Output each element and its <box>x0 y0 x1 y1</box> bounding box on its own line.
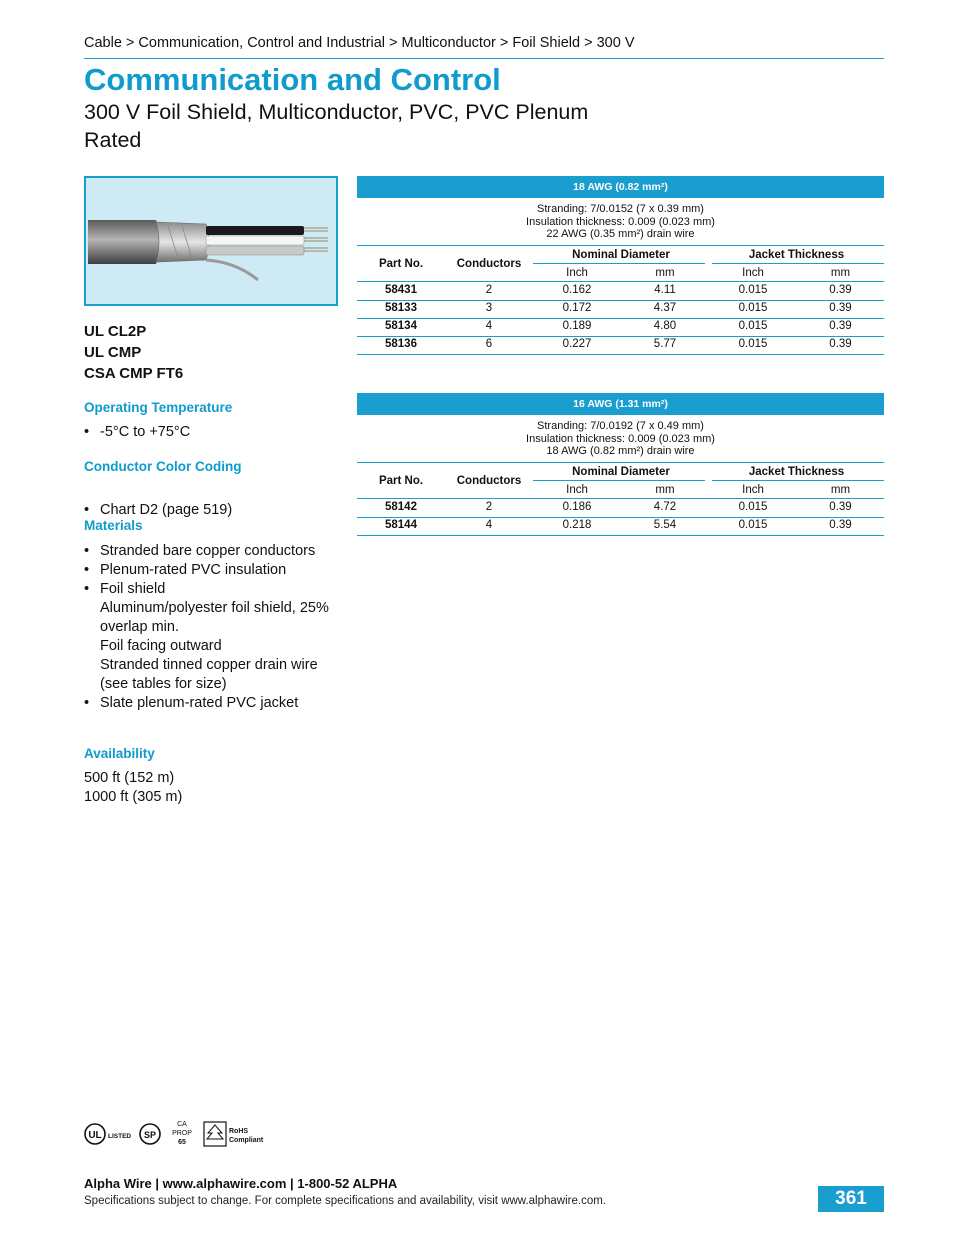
table-title: 18 AWG (0.82 mm²) <box>357 176 884 198</box>
rohs-line: Compliant <box>229 1137 264 1144</box>
prop65-line: CA <box>177 1121 187 1128</box>
table-cell: 0.015 <box>738 501 768 513</box>
availability-list <box>84 769 182 807</box>
prop65-line: PROP <box>172 1130 192 1137</box>
note-line: 22 AWG (0.35 mm²) drain wire <box>546 228 695 240</box>
cert-item: UL CMP <box>84 344 142 361</box>
note-line: 18 AWG (0.82 mm²) drain wire <box>546 445 695 457</box>
col-header-conductors: Conductors <box>456 475 522 487</box>
table-cell: 0.39 <box>829 320 852 332</box>
divider <box>533 263 705 264</box>
spec-table-16awg <box>357 393 884 538</box>
divider <box>357 281 884 282</box>
rohs-logo <box>204 1122 264 1146</box>
table-cell: 0.39 <box>829 501 852 513</box>
divider <box>712 480 884 481</box>
col-header-jacket: Jacket Thickness <box>748 466 845 478</box>
divider <box>533 480 705 481</box>
col-header-mm: mm <box>830 484 851 496</box>
divider <box>712 263 884 264</box>
ul-listed-logo <box>85 1124 131 1144</box>
list-item: • Foil shield <box>84 580 339 599</box>
table-cell: 4 <box>485 519 493 531</box>
row-divider <box>357 336 884 337</box>
table-cell: 4.80 <box>653 320 677 332</box>
prop65-line: 65 <box>178 1139 186 1146</box>
rohs-line: RoHS <box>229 1128 249 1135</box>
table-cell: 0.015 <box>738 519 768 531</box>
table-cell: 0.162 <box>562 284 592 296</box>
col-header-conductors: Conductors <box>456 258 522 270</box>
header-rule <box>84 58 884 59</box>
table-cell: 0.227 <box>562 338 592 350</box>
table-cell: 4.11 <box>654 284 676 296</box>
table-notes <box>357 198 884 243</box>
table-cell-part: 58144 <box>385 519 417 531</box>
product-image <box>84 176 338 306</box>
list-item: • Slate plenum-rated PVC jacket <box>84 694 339 713</box>
table-cell-part: 58142 <box>385 501 417 513</box>
row-divider <box>357 300 884 301</box>
col-header-part: Part No. <box>378 258 424 270</box>
col-header-mm: mm <box>830 267 851 279</box>
col-header-part: Part No. <box>378 475 424 487</box>
divider <box>357 462 884 463</box>
row-divider <box>357 354 884 355</box>
certifications <box>84 321 183 384</box>
cert-item: CSA CMP FT6 <box>84 365 184 382</box>
table-cell: 0.39 <box>829 338 852 350</box>
note-line: Insulation thickness: 0.009 (0.023 mm) <box>526 215 715 228</box>
table-cell: 0.186 <box>562 501 592 513</box>
operating-temperature-heading: Operating Temperature <box>84 400 233 415</box>
table-cell: 4.37 <box>653 302 677 314</box>
row-divider <box>357 517 884 518</box>
certification-logos <box>84 1117 284 1154</box>
col-header-inch: Inch <box>742 267 764 279</box>
page-number: 361 <box>818 1186 884 1212</box>
col-header-diameter: Nominal Diameter <box>572 249 670 261</box>
row-divider <box>357 318 884 319</box>
color-coding-heading: Conductor Color Coding <box>84 459 242 474</box>
spec-table-18awg <box>357 176 884 356</box>
table-cell: 0.015 <box>738 320 768 332</box>
table-cell: 6 <box>485 338 493 350</box>
table-cell: 4.72 <box>653 501 677 513</box>
col-header-inch: Inch <box>566 267 588 279</box>
table-notes <box>357 415 884 460</box>
cable-illustration <box>86 178 336 304</box>
list-item: • Plenum-rated PVC insulation <box>84 561 339 580</box>
table-cell: 5.77 <box>653 338 677 350</box>
list-subitem: Foil facing outward <box>100 638 222 654</box>
list-item: 500 ft (152 m) <box>84 770 175 786</box>
table-cell: 4 <box>485 320 493 332</box>
availability-heading: Availability <box>84 746 155 761</box>
page-title: Communication and Control <box>84 62 501 97</box>
table-cell: 0.015 <box>738 284 768 296</box>
table-cell: 3 <box>485 302 493 314</box>
row-divider <box>357 535 884 536</box>
materials-list <box>84 542 339 713</box>
table-cell: 0.172 <box>562 302 592 314</box>
col-header-diameter: Nominal Diameter <box>572 466 670 478</box>
col-header-mm: mm <box>655 484 675 496</box>
operating-temperature-value: • -5°C to +75°C <box>84 423 954 442</box>
table-title: 16 AWG (1.31 mm²) <box>357 393 884 415</box>
color-coding-value: • Chart D2 (page 519) <box>84 501 954 520</box>
table-cell: 0.015 <box>738 338 768 350</box>
note-line: Insulation thickness: 0.009 (0.023 mm) <box>526 432 715 445</box>
table-cell: 5.54 <box>653 519 677 531</box>
materials-heading: Materials <box>84 518 143 533</box>
col-header-inch: Inch <box>566 484 588 496</box>
table-cell: 0.218 <box>562 519 592 531</box>
cert-item: UL CL2P <box>84 323 147 340</box>
note-line: Stranding: 7/0.0152 (7 x 0.39 mm) <box>537 203 704 215</box>
table-cell: 0.39 <box>829 302 852 314</box>
breadcrumb: Cable > Communication, Control and Industrial > Multiconductor > Foil Shield > 300 V <box>84 35 635 51</box>
list-subitem: Aluminum/polyester foil shield, 25% overlap min. <box>100 600 329 635</box>
table-cell-part: 58134 <box>385 320 417 332</box>
csa-logo <box>140 1124 160 1144</box>
divider <box>357 498 884 499</box>
table-cell-part: 58431 <box>385 284 417 296</box>
col-header-jacket: Jacket Thickness <box>748 249 845 261</box>
table-cell-part: 58136 <box>385 338 417 350</box>
footer-disclaimer: Specifications subject to change. For complete specifications and availability, visit www.alphawire.com. <box>84 1195 607 1207</box>
note-line: Stranding: 7/0.0192 (7 x 0.49 mm) <box>537 420 704 432</box>
table-cell-part: 58133 <box>385 302 417 314</box>
footer-contact: Alpha Wire | www.alphawire.com | 1-800-52 ALPHA <box>84 1176 398 1191</box>
list-item: 1000 ft (305 m) <box>84 789 183 805</box>
table-cell: 2 <box>485 284 493 296</box>
table-cell: 2 <box>485 501 493 513</box>
col-header-mm: mm <box>655 267 675 279</box>
list-item: • Stranded bare copper conductors <box>84 542 339 561</box>
col-header-inch: Inch <box>742 484 764 496</box>
table-cell: 0.39 <box>829 519 852 531</box>
ul-logo-text: UL <box>88 1130 102 1141</box>
ul-listed-text: LISTED <box>108 1133 132 1140</box>
logo-strip <box>84 1117 284 1149</box>
table-cell: 0.39 <box>829 284 852 296</box>
divider <box>357 245 884 246</box>
table-cell: 0.015 <box>738 302 768 314</box>
page-subtitle: 300 V Foil Shield, Multiconductor, PVC, PVC Plenum Rated <box>84 100 589 152</box>
prop65-logo <box>172 1121 192 1146</box>
csa-logo-text: SP <box>143 1130 157 1140</box>
table-cell: 0.189 <box>562 320 592 332</box>
list-subitem: Stranded tinned copper drain wire (see tables for size) <box>100 657 318 692</box>
